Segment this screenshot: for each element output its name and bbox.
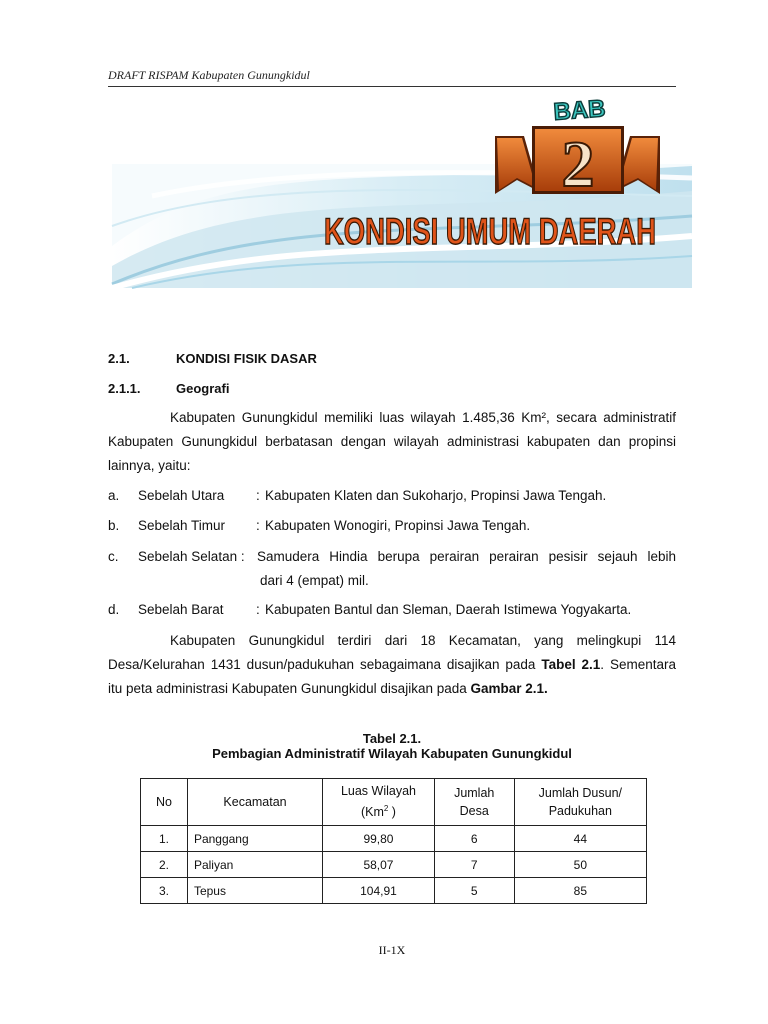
banner-artwork	[112, 96, 692, 288]
chapter-title: KONDISI UMUM DAERAH	[324, 211, 656, 252]
header-kecamatan: Kecamatan	[187, 779, 322, 826]
chapter-number: 2	[561, 128, 595, 201]
section-title: KONDISI FISIK DASAR	[176, 351, 317, 366]
intro-paragraph: Kabupaten Gunungkidul memiliki luas wilayah 1.485,36 Km², secara administratif Kabupaten Gunungkidul berbatasan dengan wilayah administrasi kabupaten dan propinsi lainnya, yaitu:	[108, 410, 676, 473]
table-reference: Tabel 2.1	[541, 657, 601, 672]
admin-paragraph: Kabupaten Gunungkidul terdiri dari 18 Kecamatan, yang melingkupi 114 Desa/Kelurahan 1431 dusun/padukuhan sebagaimana disajikan pada Tabel 2.1. Sementara itu peta administrasi Kabupaten Gunungkidul disajikan pada Gambar 2.1.	[108, 633, 676, 696]
header-no: No	[141, 779, 188, 826]
document-page: DRAFT RISPAM Kabupaten Gunungkidul 2 BAB KONDISI UMUM DAERAH 2.1. KONDISI FISIK DASAR 2.1.1. Geografi Kabupaten Gunungkidul memiliki luas wilayah 1.485,36 Km², secara administratif Kabupaten Gunungkidul berbatasan dengan wilayah administrasi kabupaten dan propinsi lainnya, yaitu: a. Sebelah Utara : Kabupaten Klaten dan Sukoharjo, Propinsi Jawa Tengah. b. Sebelah Timur : Kabupaten Wonogiri, Propinsi Jawa Tengah. c. Sebelah Selatan : Samudera Hindia berupa perairan perairan pesisir sejauh lebih dari 4 (empat) mil. d. Sebelah Barat : Kabupaten Bantul dan Sleman, Daerah Istimewa Yogyakarta. Kabupaten Gunungkidul terdiri dari 18 Kecamatan, yang melingkupi 114 Desa/Kelurahan 1431 dusun/padukuhan sebagaimana disajikan pada Tabel 2.1. Sementara itu peta administrasi Kabupaten Gunungkidul disajikan pada Gambar 2.1. Tabel 2.1. Pembagian Administratif Wilayah Kabupaten Gunungkidul No Kecamatan Luas Wilayah (Km$^2$ ) Jumlah Desa Jumlah Dusun/ Padukuhan 1. Panggang 99,80 6 44 2. Paliyan 58,07 7 50 3. Tepus 104,91 5 85 II-1X	[0, 0, 768, 1024]
header-luas: Luas Wilayah (Km$^2$ )	[323, 779, 435, 826]
table-header-row	[141, 779, 647, 826]
bab-label: BAB	[552, 95, 607, 126]
table-row: 1. Panggang 99,80 6 44	[141, 826, 647, 852]
running-header: DRAFT RISPAM Kabupaten Gunungkidul	[108, 68, 676, 87]
admin-table	[140, 778, 647, 904]
header-desa: Jumlah Desa	[434, 779, 514, 826]
header-dusun: Jumlah Dusun/ Padukuhan	[514, 779, 646, 826]
chapter-banner	[112, 96, 692, 288]
subsection-number: 2.1.1.	[108, 381, 141, 396]
section-number: 2.1.	[108, 351, 130, 366]
page-number: II-1X	[378, 943, 406, 957]
subsection-title: Geografi	[176, 381, 230, 396]
table-caption-number: Tabel 2.1.	[362, 731, 422, 746]
table-row: 3. Tepus 104,91 5 85	[141, 878, 647, 904]
table-row: 2. Paliyan 58,07 7 50	[141, 852, 647, 878]
figure-reference: Gambar 2.1.	[470, 681, 548, 696]
table-caption-title: Pembagian Administratif Wilayah Kabupaten Gunungkidul	[212, 746, 572, 761]
